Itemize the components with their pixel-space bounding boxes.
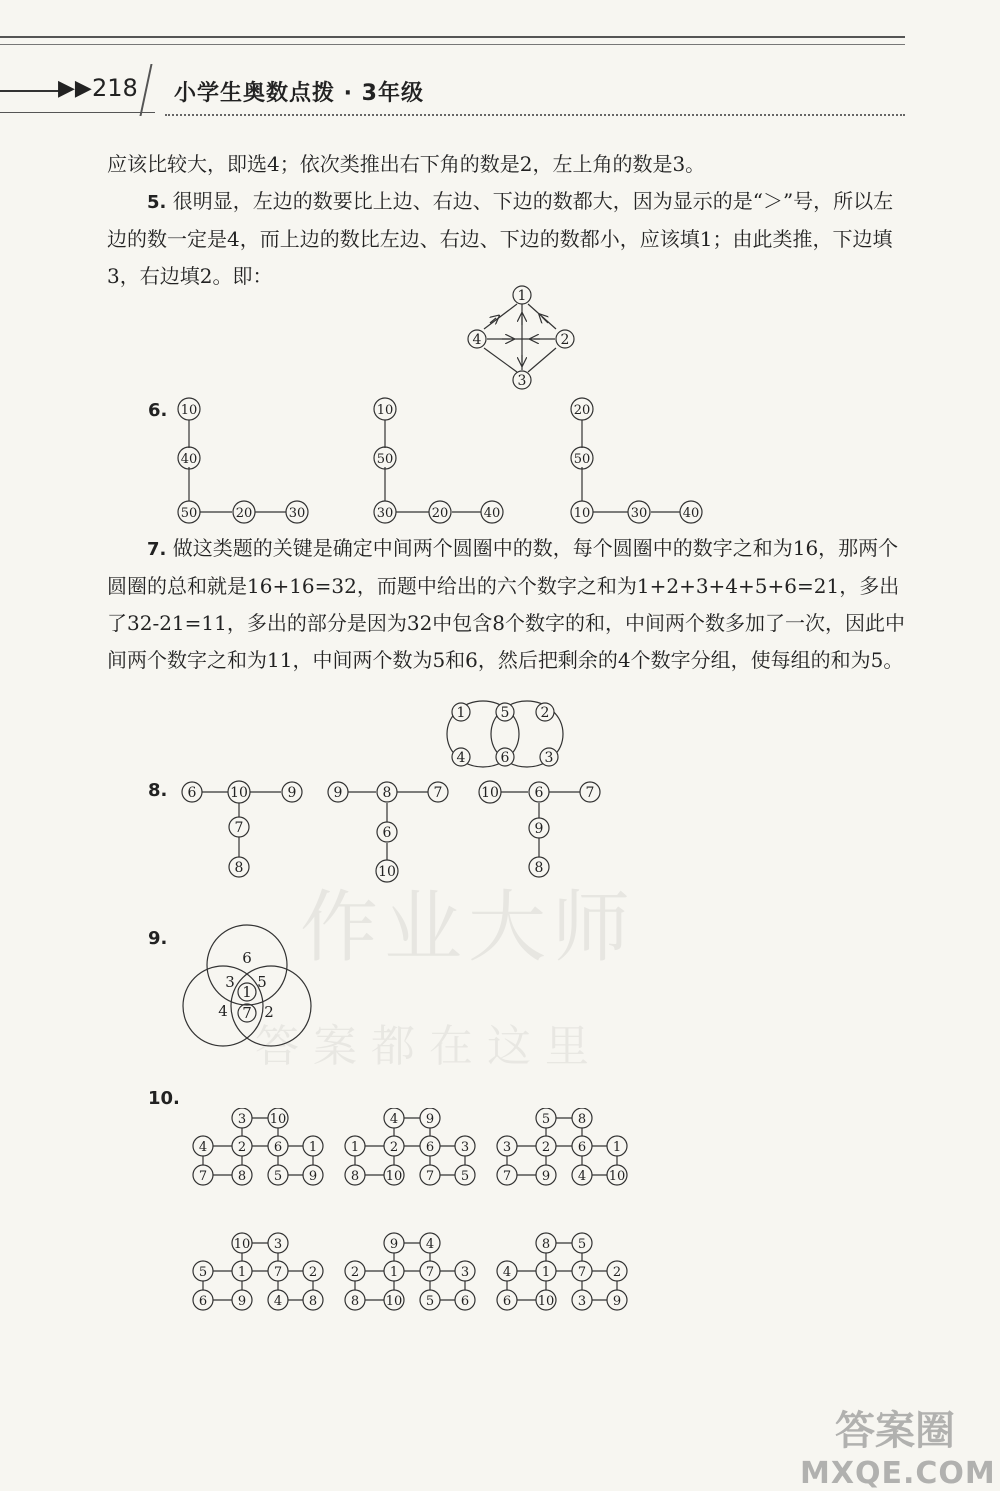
d10-2-m3: 6 (425, 1140, 435, 1155)
d10-2-m2: 2 (389, 1140, 399, 1155)
question-5-number: 5. (147, 192, 167, 213)
d7-top-1: 1 (456, 705, 466, 721)
d6-3-top: 20 (573, 403, 591, 418)
venn-right-only: 2 (264, 1003, 274, 1021)
d10-4-b4: 8 (308, 1294, 318, 1309)
d10-5-m1: 2 (350, 1265, 360, 1280)
d10-6-t2: 5 (577, 1237, 587, 1252)
d10-1-b3: 5 (273, 1169, 283, 1184)
d6-1-h2: 30 (288, 506, 306, 521)
paragraph-7-text: 做这类题的关键是确定中间两个圆圈中的数，每个圆圈中的数字之和为16，那两个圆圈的总和就是16+16=32，而题中给出的六个数字之和为1+2+3+4+5+6=21，多出了32-21=11，多出的部分是因为32中包含8个数字的和，中间两个数多加了一次，因此中间两个数字之和为11，中间两个数为5和6，然后把剩余的4个数字分组，使每组的和为5。 (107, 536, 906, 672)
d6-3-h1: 30 (630, 506, 648, 521)
d10-1-m4: 1 (308, 1140, 318, 1155)
d8-3-left: 10 (481, 785, 499, 801)
d10-5-m4: 3 (460, 1265, 470, 1280)
diamond-right-value: 2 (560, 332, 570, 348)
diagram-10-group-2 (345, 1108, 475, 1185)
venn-top-only: 6 (242, 949, 252, 967)
question-10-label: 10. (148, 1088, 180, 1109)
diagram-10-group-4 (193, 1233, 323, 1310)
d6-3-h2: 40 (682, 506, 700, 521)
venn-top-right: 5 (257, 973, 267, 991)
d8-2-left: 9 (333, 785, 343, 801)
d10-1-m1: 4 (198, 1140, 208, 1155)
d10-5-m3: 7 (425, 1265, 435, 1280)
d6-1-top: 10 (180, 403, 198, 418)
d8-1-right: 9 (287, 785, 297, 801)
d7-top-2: 5 (500, 705, 510, 721)
d10-4-t2: 3 (273, 1237, 283, 1252)
d10-4-m4: 2 (308, 1265, 318, 1280)
d6-1-mid: 40 (180, 452, 198, 467)
d10-2-b3: 7 (425, 1169, 435, 1184)
page-header (0, 58, 905, 118)
d10-4-m1: 5 (198, 1265, 208, 1280)
book-title: 小学生奥数点拨 · 3年级 (174, 81, 424, 106)
diamond-edge-br (528, 348, 556, 372)
diagram-10-group-1 (193, 1108, 323, 1185)
d10-3-m1: 3 (502, 1140, 512, 1155)
d10-4-m2: 1 (237, 1265, 247, 1280)
d10-1-t1: 3 (237, 1112, 247, 1127)
d8-2-right: 7 (433, 785, 443, 801)
d8-3-center: 6 (534, 785, 544, 801)
diamond-bottom-value: 3 (517, 373, 527, 389)
diagram-10-group-6 (497, 1233, 627, 1310)
d10-6-m3: 7 (577, 1265, 587, 1280)
d10-3-b1: 7 (502, 1169, 512, 1184)
d8-1-down2: 8 (234, 860, 244, 876)
diamond-top-value: 1 (517, 288, 527, 304)
d6-1-corner: 50 (180, 506, 198, 521)
d8-2-down1: 6 (382, 825, 392, 841)
diagram-6-group-2 (374, 398, 503, 523)
d10-5-b2: 10 (385, 1294, 403, 1309)
d10-2-b2: 10 (385, 1169, 403, 1184)
d8-1-center: 10 (230, 785, 248, 801)
d10-2-m1: 1 (350, 1140, 360, 1155)
d7-bottom-2: 6 (500, 750, 510, 766)
d8-3-right: 7 (585, 785, 595, 801)
d8-3-down1: 9 (534, 821, 544, 837)
d10-3-m4: 1 (612, 1140, 622, 1155)
d10-2-t2: 9 (425, 1112, 435, 1127)
diagram-10 (185, 1108, 645, 1328)
d10-5-m2: 1 (389, 1265, 399, 1280)
diamond-edge-tl (484, 304, 517, 329)
d7-bottom-3: 3 (544, 750, 554, 766)
d10-1-m2: 2 (237, 1140, 247, 1155)
diagram-10-group-5 (345, 1233, 475, 1310)
d10-2-b1: 8 (350, 1169, 360, 1184)
d10-3-m3: 6 (577, 1140, 587, 1155)
d10-2-t1: 4 (389, 1112, 399, 1127)
diamond-edge-tr (528, 304, 556, 329)
d10-3-t2: 8 (577, 1112, 587, 1127)
top-rule (0, 36, 905, 38)
d6-2-corner: 30 (376, 506, 394, 521)
d6-2-mid: 50 (376, 452, 394, 467)
question-8-label: 8. (148, 780, 168, 801)
venn-center: 1 (242, 983, 252, 1001)
d8-1-down1: 7 (234, 820, 244, 836)
d10-1-b4: 9 (308, 1169, 318, 1184)
d10-4-b2: 9 (237, 1294, 247, 1309)
d10-4-t1: 10 (233, 1237, 251, 1252)
d6-3-mid: 50 (573, 452, 591, 467)
d10-3-b3: 4 (577, 1169, 587, 1184)
d10-5-b4: 6 (460, 1294, 470, 1309)
header-dotted-rule (165, 114, 905, 116)
venn-top-left: 3 (225, 973, 235, 991)
d6-3-corner: 10 (573, 506, 591, 521)
page-number: 218 (92, 74, 138, 102)
paragraph-5 (107, 183, 907, 295)
diagram-6 (170, 395, 730, 530)
d10-3-t1: 5 (541, 1112, 551, 1127)
d8-1-left: 6 (187, 785, 197, 801)
d10-1-t2: 10 (269, 1112, 287, 1127)
d7-top-3: 2 (540, 705, 550, 721)
d6-2-top: 10 (376, 403, 394, 418)
d10-3-m2: 2 (541, 1140, 551, 1155)
diamond-edge-bl (484, 348, 517, 372)
d10-3-b2: 9 (541, 1169, 551, 1184)
d10-5-t2: 4 (425, 1237, 435, 1252)
d8-3-down2: 8 (534, 860, 544, 876)
diamond-left-value: 4 (472, 332, 482, 348)
d10-4-b3: 4 (273, 1294, 283, 1309)
paragraph-5-text: 很明显，左边的数要比上边、右边、下边的数都大，因为显示的是“＞”号，所以左边的数一定是4，而上边的数比左边、右边、下边的数都小，应该填1；由此类推，下边填3，右边填2。即： (107, 189, 894, 288)
logo-text-top: 答案圈 (835, 1408, 955, 1454)
d10-4-b1: 6 (198, 1294, 208, 1309)
site-logo (800, 1399, 996, 1491)
d8-2-center: 8 (382, 785, 392, 801)
venn-bottom-center: 7 (242, 1004, 252, 1022)
d6-2-h1: 20 (431, 506, 449, 521)
d10-6-b1: 6 (502, 1294, 512, 1309)
venn-left-only: 4 (218, 1002, 228, 1020)
d10-6-m1: 4 (502, 1265, 512, 1280)
header-arrow-line (0, 90, 60, 92)
diagram-10-group-3 (497, 1108, 627, 1185)
question-7-number: 7. (147, 539, 167, 560)
d10-5-b3: 5 (425, 1294, 435, 1309)
d10-6-b4: 9 (612, 1294, 622, 1309)
d10-1-b2: 8 (237, 1169, 247, 1184)
diagram-7 (445, 698, 570, 773)
watermark-sub: 答案都在这里 (255, 1021, 603, 1072)
question-6-label: 6. (148, 400, 168, 421)
double-arrow-icon: ▶▶ (58, 76, 92, 101)
d8-2-down2: 10 (378, 864, 396, 880)
d10-2-b4: 5 (460, 1169, 470, 1184)
d7-bottom-1: 4 (456, 750, 466, 766)
diagram-6-group-3 (571, 398, 702, 523)
d10-2-m4: 3 (460, 1140, 470, 1155)
paragraph-7 (107, 530, 907, 679)
d6-2-h2: 40 (483, 506, 501, 521)
d10-1-b1: 7 (198, 1169, 208, 1184)
paragraph-4-text: 应该比较大，即选4；依次类推出右下角的数是2，左上角的数是3。 (107, 152, 706, 176)
d10-5-b1: 8 (350, 1294, 360, 1309)
logo-text-bottom: MXQE.COM (800, 1456, 996, 1491)
d10-6-b3: 3 (577, 1294, 587, 1309)
watermark-main: 作业大师 (300, 883, 637, 973)
top-rule-thin (0, 44, 905, 45)
d10-3-b4: 10 (608, 1169, 626, 1184)
question-9-label: 9. (148, 928, 168, 949)
diagram-5 (460, 283, 590, 395)
d10-5-t1: 9 (389, 1237, 399, 1252)
d10-1-m3: 6 (273, 1140, 283, 1155)
paragraph-4-tail (107, 146, 907, 183)
d10-6-t1: 8 (541, 1237, 551, 1252)
d10-6-m2: 1 (541, 1265, 551, 1280)
diagram-6-group-1 (178, 398, 308, 523)
d6-1-h1: 20 (235, 506, 253, 521)
d10-4-m3: 7 (273, 1265, 283, 1280)
d10-6-b2: 10 (537, 1294, 555, 1309)
d10-6-m4: 2 (612, 1265, 622, 1280)
